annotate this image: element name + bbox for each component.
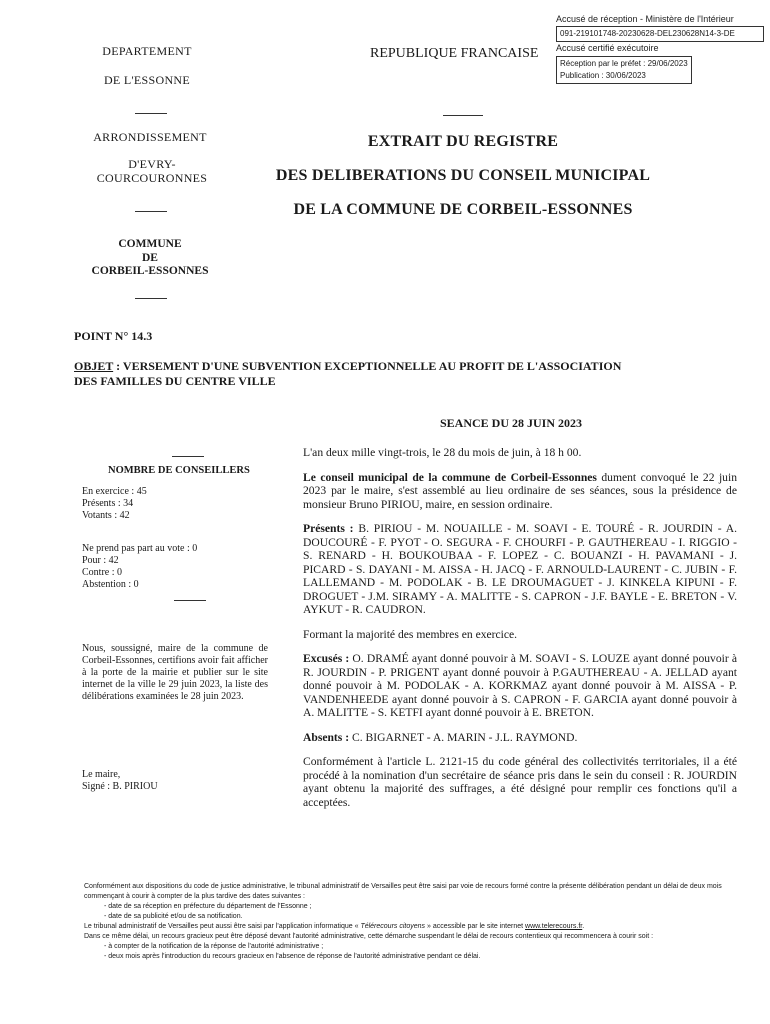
footer-line-2c: » accessible par le site internet <box>425 923 526 930</box>
footer-line-2a: Le tribunal administratif de Versailles peut aussi être saisi par l'application informatique « <box>84 923 361 930</box>
legal-footer <box>84 882 730 962</box>
excuses-list: O. DRAMÉ ayant donné pouvoir à M. SOAVI - S. LOUZE ayant donné pouvoir à R. JOURDIN - P. PRIGENT ayant donné pouvoir à P.GAUTHEREAU - A. JELLAD ayant donné pouvoir à M. PODOLAK - A. KORKMAZ ayant donné pouvoir à M. AISSA - P. VANDENHEEDE ayant donné pouvoir à S. CAPRON - F. GARCIA ayant donné pouvoir à A. MALITTE - S. KETFI ayant donné pouvoir à E. BRETON. <box>303 652 737 719</box>
conseil-bold: Le conseil municipal de la commune de Corbeil-Essonnes <box>303 470 597 484</box>
divider <box>135 298 167 299</box>
footer-line-2 <box>84 922 730 932</box>
point-number: POINT N° 14.3 <box>74 329 153 343</box>
objet-block <box>74 359 738 389</box>
count-presents: Présents : 34 <box>82 498 134 509</box>
presents-list: B. PIRIOU - M. NOUAILLE - M. SOAVI - E. TOURÉ - R. JOURDIN - A. DOUCOURÉ - F. PYOT - O. SEGURA - F. CHOURFI - P. GAUTHEREAU - I. RIGGIO - S. RENARD - H. BOUKOUBAA - F. LOPEZ - C. BOUANZI - H. PAVAMANI - J. PICARD - S. DAYANI - M. AISSA - H. JACQ - F. ARNOULD-LAURENT - C. JUBIN - F. LALLEMAND - M. PODOLAK - B. LE DROUMAGUET - J. KINKELA KIPUNI - F. DROGUET - J.M. SIRAMY - A. MALITTE - S. CAPRON - J.F. BAYLE - E. BRETON - V. AYKUT - R. CAUDRON. <box>303 522 737 616</box>
divider <box>172 456 204 457</box>
title-line-3: DE LA COMMUNE DE CORBEIL-ESSONNES <box>293 201 633 218</box>
intro-paragraph: L'an deux mille vingt-trois, le 28 du mois de juin, à 18 h 00. <box>303 446 582 459</box>
objet-label: OBJET <box>74 359 114 373</box>
telerecours-link[interactable]: www.telerecours.fr <box>525 923 583 930</box>
de-label: DE <box>142 251 158 264</box>
divider <box>174 600 206 601</box>
objet-text-2: DES FAMILLES DU CENTRE VILLE <box>74 374 276 388</box>
absents-list: C. BIGARNET - A. MARIN - J.L. RAYMOND. <box>349 730 578 744</box>
main-body <box>303 446 737 809</box>
counts-block <box>82 486 147 522</box>
majorite-paragraph: Formant la majorité des membres en exercice. <box>303 627 518 641</box>
excuses-label: Excusés : <box>303 652 350 665</box>
objet-text-1: : VERSEMENT D'UNE SUBVENTION EXCEPTIONNELLE AU PROFIT DE L'ASSOCIATION <box>113 359 622 373</box>
count-votants: Votants : 42 <box>82 510 130 521</box>
vote-block <box>82 543 197 591</box>
vote-abstention: Abstention : 0 <box>82 579 139 590</box>
arrondissement-label: ARRONDISSEMENT <box>93 130 207 144</box>
vote-contre: Contre : 0 <box>82 567 122 578</box>
divider <box>135 113 167 114</box>
commune-block <box>82 238 218 279</box>
vote-ne-prend: Ne prend pas part au vote : 0 <box>82 543 198 554</box>
stamp-certified: Accusé certifié exécutoire <box>556 43 659 53</box>
presents-paragraph <box>303 522 737 617</box>
telerecours-name: Télérecours citoyens <box>360 923 426 930</box>
corbeil-label: CORBEIL-ESSONNES <box>91 265 209 277</box>
footer-bullet-3: - à compter de la notification de la réponse de l'autorité administrative ; <box>104 943 324 950</box>
title-line-2: DES DELIBERATIONS DU CONSEIL MUNICIPAL <box>275 167 651 184</box>
conformement-paragraph: Conformément à l'article L. 2121-15 du code général des collectivités territoriales, il a été procédé à la nomination d'un secrétaire de séance pris dans le sein du conseil : R. JOURDIN ayant obtenu la majorité des suffrages, a été désigné pour remplir ces fonctions qu'il a acceptées. <box>303 755 737 809</box>
count-exercice: En exercice : 45 <box>82 486 147 497</box>
absents-label: Absents : <box>303 730 350 744</box>
stamp-publication: Publication : 30/06/2023 <box>560 71 646 80</box>
divider <box>443 115 483 116</box>
evry-label: D'EVRY-COURCOURONNES <box>96 157 208 185</box>
stamp-title: Accusé de réception - Ministère de l'Intérieur <box>556 14 734 24</box>
stamp-dates <box>556 56 692 84</box>
footer-line-2e: . <box>582 923 585 930</box>
seance-date: SEANCE DU 28 JUIN 2023 <box>440 416 583 430</box>
absents-paragraph <box>303 731 737 745</box>
departement-label: DEPARTEMENT <box>102 44 192 58</box>
divider <box>135 211 167 212</box>
excuses-paragraph <box>303 652 737 720</box>
stamp-reception: Réception par le préfet : 29/06/2023 <box>560 59 688 68</box>
title-line-1: EXTRAIT DU REGISTRE <box>367 133 559 150</box>
certification-text: Nous, soussigné, maire de la commune de Corbeil-Essonnes, certifions avoir fait afficher à la porte de la mairie et publier sur le site internet de la ville le 29 juin 2023, la liste des délibérations examinées le 28 juin 2023. <box>82 643 268 702</box>
nombre-conseillers-title: NOMBRE DE CONSEILLERS <box>108 465 250 476</box>
footer-bullet-4: - deux mois après l'introduction du recours gracieux en l'absence de réponse de l'autorité administrative pendant ce délai. <box>104 953 481 960</box>
commune-label: COMMUNE <box>118 238 182 250</box>
signature-title: Le maire, <box>82 769 121 780</box>
essonne-label: DE L'ESSONNE <box>103 73 191 87</box>
conseil-paragraph <box>303 471 737 512</box>
stamp-id: 091-219101748-20230628-DEL230628N14-3-DE <box>556 26 764 42</box>
footer-line-3: Dans ce même délai, un recours gracieux peut être déposé devant l'autorité administrative, cette démarche suspendant le délai de recours contentieux qui recommencera à courir soit : <box>84 933 654 940</box>
footer-line-1: Conformément aux dispositions du code de justice administrative, le tribunal administratif de Versailles peut être saisi par voie de recours formé contre la présente délibération pendant un délai de deux mois commençant à courir à compter de la plus tardive des dates suivantes : <box>84 883 722 900</box>
signature-block <box>82 769 158 793</box>
footer-bullet-1: - date de sa réception en préfecture du département de l'Essonne ; <box>104 903 312 910</box>
footer-bullet-2: - date de sa publicité et/ou de sa notification. <box>104 913 243 920</box>
presents-label: Présents : <box>303 522 354 535</box>
signature-name: Signé : B. PIRIOU <box>82 781 158 792</box>
conseil-rest: dument convoqué le 22 juin 2023 par le maire, s'est assemblé au lieu ordinaire de ses séances, sous la présidence de monsieur Bruno PIRIOU, maire, en session ordinaire. <box>303 470 737 511</box>
republique-francaise: REPUBLIQUE FRANCAISE <box>370 46 539 61</box>
vote-pour: Pour : 42 <box>82 555 119 566</box>
